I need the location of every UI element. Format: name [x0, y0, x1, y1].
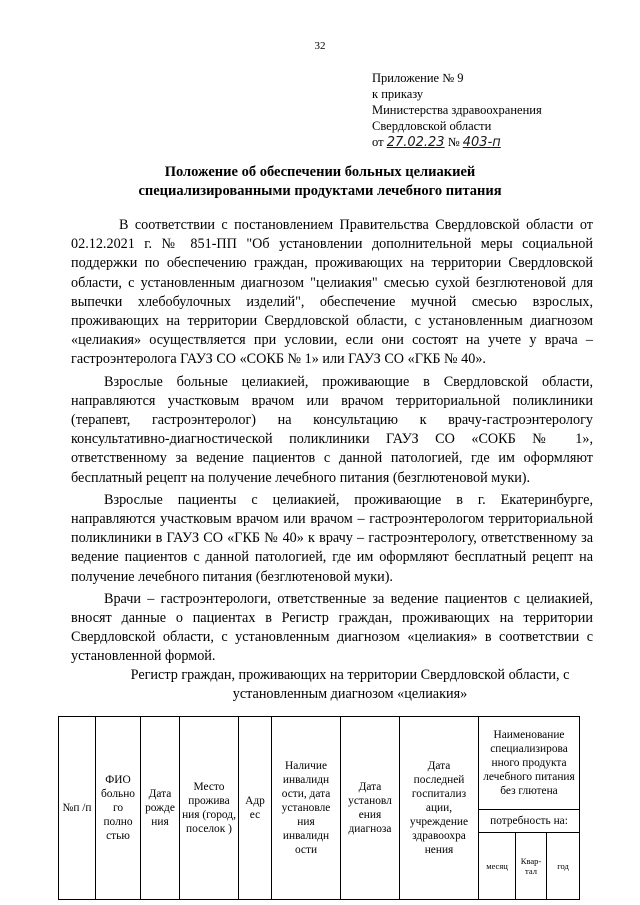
number-prefix: № — [447, 135, 460, 149]
page-number: 32 — [314, 40, 326, 52]
header-cell-address: Адр ес — [239, 717, 272, 900]
paragraph: Врачи – гастроэнтерологи, ответственные за ведение пациентов с целиакией, вносят данные о пациентах в Регистр граждан, проживающих на территории Свердловской области, с установленным диагнозом «целиакия» в соответствии с установленной формой. — [71, 590, 593, 665]
header-cell-hospitalization: Дата последней госпитализ ации, учреждение здравоохра нения — [400, 717, 479, 900]
appendix-date-line — [372, 134, 542, 151]
paragraph: В соответствии с постановлением Правительства Свердловской области от 02.12.2021 г. № 851-ПП "Об установлении дополнительной меры социальной поддержки по обеспечению граждан, проживающих на территории Свердловской области, с установленным диагнозом "целиакия" смесью сухой безглютеновой для выпечки хлебобулочных изделий", обеспечение мучной смесью взрослых, проживающих на территории Свердловской области, с установленным диагнозом «целиакия» осуществляется при условии, если они состоят на учете у врача – гастроэнтеролога ГАУЗ СО «СОКБ № 1» или ГАУЗ СО «ГКБ № 40». — [71, 217, 593, 368]
document-title — [100, 163, 540, 201]
handwritten-number: 403-п — [462, 135, 501, 150]
appendix-line: к приказу — [372, 87, 424, 101]
header-cell-product: Наименование специализирова нного продукта лечебного питания без глютена — [479, 717, 580, 810]
header-cell-year: год — [547, 833, 580, 900]
appendix-line: Министерства здравоохранения — [372, 103, 542, 117]
appendix-line: Приложение № 9 — [372, 71, 464, 85]
header-cell-residence: Место прожива ния (город, поселок ) — [180, 717, 239, 900]
register-title — [90, 666, 610, 704]
header-cell-month: месяц — [479, 833, 516, 900]
table-header-row — [59, 717, 580, 810]
header-cell-name: ФИО больно го полно стью — [96, 717, 141, 900]
header-cell-diagnosis-date: Дата установл ения диагноза — [341, 717, 400, 900]
header-cell-quarter: Квар- тал — [516, 833, 547, 900]
header-cell-birthdate: Дата рожде ния — [141, 717, 180, 900]
register-title-line: установленным диагнозом «целиакия» — [232, 686, 468, 702]
register-title-line: Регистр граждан, проживающих на территории Свердловской области, с — [130, 667, 570, 683]
paragraph: Взрослые больные целиакией, проживающие в Свердловской области, направляются участковым врачом или врачом территориальной поликлиники (терапевт, гастроэнтеролог) на консультацию к врачу-гастроэнтерологу консультативно-диагностической поликлиники ГАУЗ СО «СОКБ № 1», ответственному за ведение пациентов с данной патологией, где им оформляют бесплатный рецепт на получение лечебного питания (безглютеновой муки). — [71, 373, 593, 486]
document-body — [71, 216, 593, 670]
handwritten-date: 27.02.23 — [386, 135, 445, 150]
header-cell-disability: Наличие инвалидн ости, дата установле ния инвалидн ости — [272, 717, 341, 900]
header-cell-need: потребность на: — [479, 810, 580, 833]
title-line: специализированными продуктами лечебного питания — [138, 183, 502, 199]
register-table — [58, 716, 580, 900]
header-cell-number: №п /п — [59, 717, 96, 900]
date-prefix: от — [372, 135, 384, 149]
title-line: Положение об обеспечении больных целиакией — [164, 164, 476, 180]
paragraph: Взрослые пациенты с целиакией, проживающие в г. Екатеринбурге, направляются участковым врачом или врачом – гастроэнтерологом территориальной поликлиники в ГАУЗ СО «ГКБ № 40» к врачу – гастроэнтерологу, ответственному за ведение пациентов с данной патологией, где им оформляют бесплатный рецепт на получение лечебного питания (безглютеновой муки). — [71, 491, 593, 585]
appendix-line: Свердловской области — [372, 119, 492, 133]
appendix-block — [372, 70, 542, 151]
